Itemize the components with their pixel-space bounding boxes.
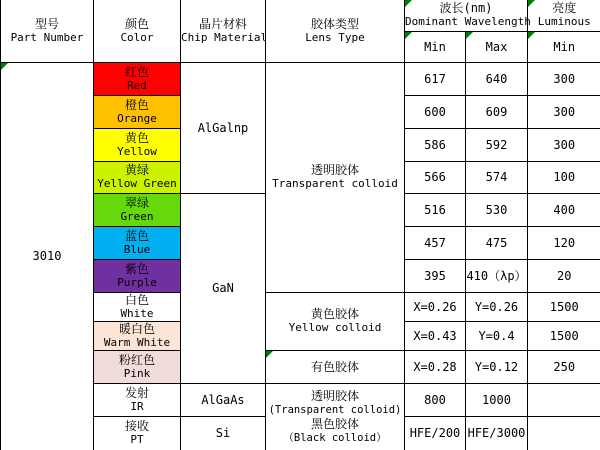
luminous-cell <box>528 128 600 161</box>
chip-label: GaN <box>212 281 234 295</box>
wavelength-max-cell <box>466 161 528 193</box>
luminous-cell <box>528 226 600 259</box>
color-label-zh: 紫色 <box>124 261 149 276</box>
header-lens-en: Lens Type <box>305 30 365 44</box>
wavelength-min-cell <box>405 226 466 259</box>
luminous-value: 20 <box>557 268 572 283</box>
part-number-cell <box>1 62 94 450</box>
wavelength-max-cell <box>466 226 528 259</box>
chip-label: AlGalnp <box>197 120 249 135</box>
wavelength-min-cell <box>405 383 466 416</box>
wavelength-min-cell <box>405 259 466 292</box>
color-swatch-orange <box>94 95 181 128</box>
wavelength-min-value: X=0.28 <box>413 359 457 374</box>
lens-label-zh: 黑色胶体 <box>310 416 359 431</box>
color-label-zh: 接收 <box>124 419 149 433</box>
lens-label-zh: 有色胶体 <box>310 359 359 374</box>
header-part-number <box>1 0 94 62</box>
wavelength-max-cell <box>466 128 528 161</box>
luminous-value: 1500 <box>549 328 579 343</box>
color-label-zh: 白色 <box>124 292 149 307</box>
wavelength-min-value: X=0.43 <box>413 328 457 343</box>
comment-indicator <box>528 0 535 7</box>
color-label-en: Yellow Green <box>97 177 177 190</box>
header-wavelength-min <box>405 31 466 62</box>
luminous-value: 300 <box>553 104 576 119</box>
comment-indicator <box>405 32 412 39</box>
color-label-zh: 黄色 <box>124 130 149 145</box>
header-part-number-zh: 型号 <box>34 16 59 31</box>
table-row <box>1 62 600 95</box>
color-swatch-ir <box>94 383 181 416</box>
color-label-zh: 翠绿 <box>124 195 149 210</box>
luminous-value: 300 <box>553 71 576 86</box>
wavelength-min-value: HFE/200 <box>409 426 461 440</box>
color-label-en: IR <box>130 399 144 413</box>
luminous-cell <box>528 95 600 128</box>
wavelength-min-cell <box>405 292 466 321</box>
color-label-zh: 发射 <box>124 385 149 400</box>
lens-label-en: (Transparent colloid) <box>268 403 402 416</box>
lens-cell-yellow-colloid <box>266 292 405 350</box>
wavelength-max-value: 640 <box>485 71 508 86</box>
wavelength-max-value: 592 <box>485 137 508 152</box>
lens-label-en: Transparent colloid <box>272 177 398 190</box>
wavelength-max-value: Y=0.26 <box>474 299 519 314</box>
lens-cell-transparent <box>266 62 405 292</box>
luminous-cell <box>528 161 600 193</box>
header-wavelength-en: Dominant Wavelength <box>405 15 531 29</box>
wavelength-max-cell <box>466 321 528 350</box>
color-label-en: Warm White <box>103 335 171 349</box>
header-luminous-en: Luminous <box>537 15 591 29</box>
color-label-zh: 橙色 <box>124 97 149 112</box>
color-swatch-yellow <box>94 128 181 161</box>
header-chip-en: Chip Material <box>181 30 268 44</box>
luminous-cell <box>528 193 600 226</box>
wavelength-min-cell <box>405 416 466 450</box>
lens-cell-ir-pt <box>266 383 405 450</box>
luminous-cell <box>528 321 600 350</box>
header-chip-material <box>181 0 266 62</box>
luminous-cell <box>528 292 600 321</box>
wavelength-min-cell <box>405 95 466 128</box>
color-label-en: Pink <box>123 366 151 380</box>
wavelength-min-value: 800 <box>424 392 446 407</box>
chip-label: AlGaAs <box>201 392 245 407</box>
color-swatch-yellow-green <box>94 161 181 193</box>
wavelength-max-cell <box>466 416 528 450</box>
lens-label-zh: 透明胶体 <box>310 163 359 177</box>
wavelength-min-value: 395 <box>424 268 446 283</box>
color-swatch-green <box>94 193 181 226</box>
color-label-en: PT <box>130 433 144 446</box>
wavelength-min-value: 457 <box>424 235 446 250</box>
wavelength-max-cell <box>466 383 528 416</box>
luminous-value: 250 <box>553 359 576 374</box>
header-part-number-en: Part Number <box>10 30 84 44</box>
color-label-en: Orange <box>117 111 157 125</box>
color-label-en: Green <box>120 209 154 223</box>
wavelength-min-cell <box>405 193 466 226</box>
wavelength-max-value: Y=0.4 <box>478 328 515 343</box>
luminous-value: 100 <box>553 170 576 184</box>
wavelength-min-cell <box>405 321 466 350</box>
wavelength-min-value: X=0.26 <box>413 299 457 314</box>
color-label-zh: 红色 <box>124 64 149 79</box>
header-lum-min-label: Min <box>553 39 576 54</box>
wavelength-min-value: 586 <box>424 137 446 152</box>
color-swatch-warm-white <box>94 321 181 350</box>
header-lens-type <box>266 0 405 62</box>
wavelength-max-cell <box>466 259 528 292</box>
chip-label: Si <box>215 426 231 440</box>
luminous-cell <box>528 383 600 416</box>
comment-indicator <box>266 351 273 358</box>
header-color-zh: 颜色 <box>124 16 149 31</box>
luminous-cell <box>528 259 600 292</box>
luminous-cell <box>528 62 600 95</box>
color-swatch-blue <box>94 226 181 259</box>
wavelength-min-cell <box>405 350 466 383</box>
color-label-zh: 粉红色 <box>118 352 155 367</box>
header-luminous-zh: 亮度 <box>552 1 577 16</box>
comment-indicator <box>466 32 473 39</box>
wavelength-max-value: 530 <box>485 202 508 217</box>
wavelength-max-cell <box>466 62 528 95</box>
header-color <box>94 0 181 62</box>
header-max-label: Max <box>485 39 508 54</box>
color-label-en: Purple <box>117 275 157 289</box>
luminous-cell <box>528 350 600 383</box>
luminous-value: 1500 <box>549 299 579 314</box>
wavelength-max-cell <box>466 292 528 321</box>
color-label-zh: 暖白色 <box>118 321 155 336</box>
color-label-zh: 黄绿 <box>124 163 149 177</box>
wavelength-min-cell <box>405 161 466 193</box>
wavelength-min-value: 516 <box>424 202 446 217</box>
color-label-zh: 蓝色 <box>124 228 149 243</box>
chip-cell-algaas <box>181 383 266 416</box>
wavelength-min-cell <box>405 128 466 161</box>
color-label-en: Yellow <box>117 144 157 158</box>
wavelength-min-value: 617 <box>424 71 446 86</box>
header-color-en: Color <box>120 30 154 44</box>
color-swatch-purple <box>94 259 181 292</box>
wavelength-max-cell <box>466 95 528 128</box>
wavelength-max-value: Y=0.12 <box>474 359 519 374</box>
header-chip-zh: 晶片材料 <box>198 16 247 31</box>
header-luminous <box>528 0 600 31</box>
color-label-en: White <box>120 306 154 320</box>
chip-cell-gan <box>181 193 266 383</box>
color-swatch-pt <box>94 416 181 450</box>
lens-label-en: （Black colloid） <box>283 431 387 444</box>
wavelength-max-value: 475 <box>485 235 508 250</box>
color-label-en: Red <box>127 78 147 92</box>
header-wavelength <box>405 0 531 31</box>
header-luminous-min <box>528 31 600 62</box>
chip-cell-algainp <box>181 62 266 193</box>
wavelength-max-cell <box>466 350 528 383</box>
wavelength-max-value: 410（λp） <box>466 268 527 283</box>
luminous-value: 400 <box>553 202 576 217</box>
luminous-value: 120 <box>553 235 576 250</box>
color-swatch-red <box>94 62 181 95</box>
wavelength-max-value: HFE/3000 <box>467 426 526 440</box>
chip-cell-si <box>181 416 266 450</box>
comment-indicator <box>405 0 412 7</box>
comment-indicator <box>528 32 535 39</box>
lens-label-zh: 透明胶体 <box>310 388 359 403</box>
part-number-value: 3010 <box>32 249 62 263</box>
lens-label-en: Yellow colloid <box>288 321 382 334</box>
header-min-label: Min <box>424 39 446 54</box>
header-lens-zh: 胶体类型 <box>310 16 359 31</box>
wavelength-max-value: 1000 <box>482 392 511 407</box>
header-wavelength-max <box>466 31 528 62</box>
wavelength-max-cell <box>466 193 528 226</box>
color-swatch-pink <box>94 350 181 383</box>
color-swatch-white <box>94 292 181 321</box>
luminous-value: 300 <box>553 137 576 152</box>
wavelength-min-value: 566 <box>424 170 446 184</box>
color-label-en: Blue <box>123 242 151 256</box>
wavelength-min-value: 600 <box>424 104 446 119</box>
wavelength-min-cell <box>405 62 466 95</box>
lens-cell-colored-colloid <box>266 350 405 383</box>
wavelength-max-value: 574 <box>485 170 508 184</box>
luminous-cell <box>528 416 600 450</box>
lens-label-zh: 黄色胶体 <box>310 307 359 321</box>
wavelength-max-value: 609 <box>485 104 508 119</box>
comment-indicator <box>1 63 8 70</box>
header-wavelength-zh: 波长(nm) <box>439 1 493 16</box>
